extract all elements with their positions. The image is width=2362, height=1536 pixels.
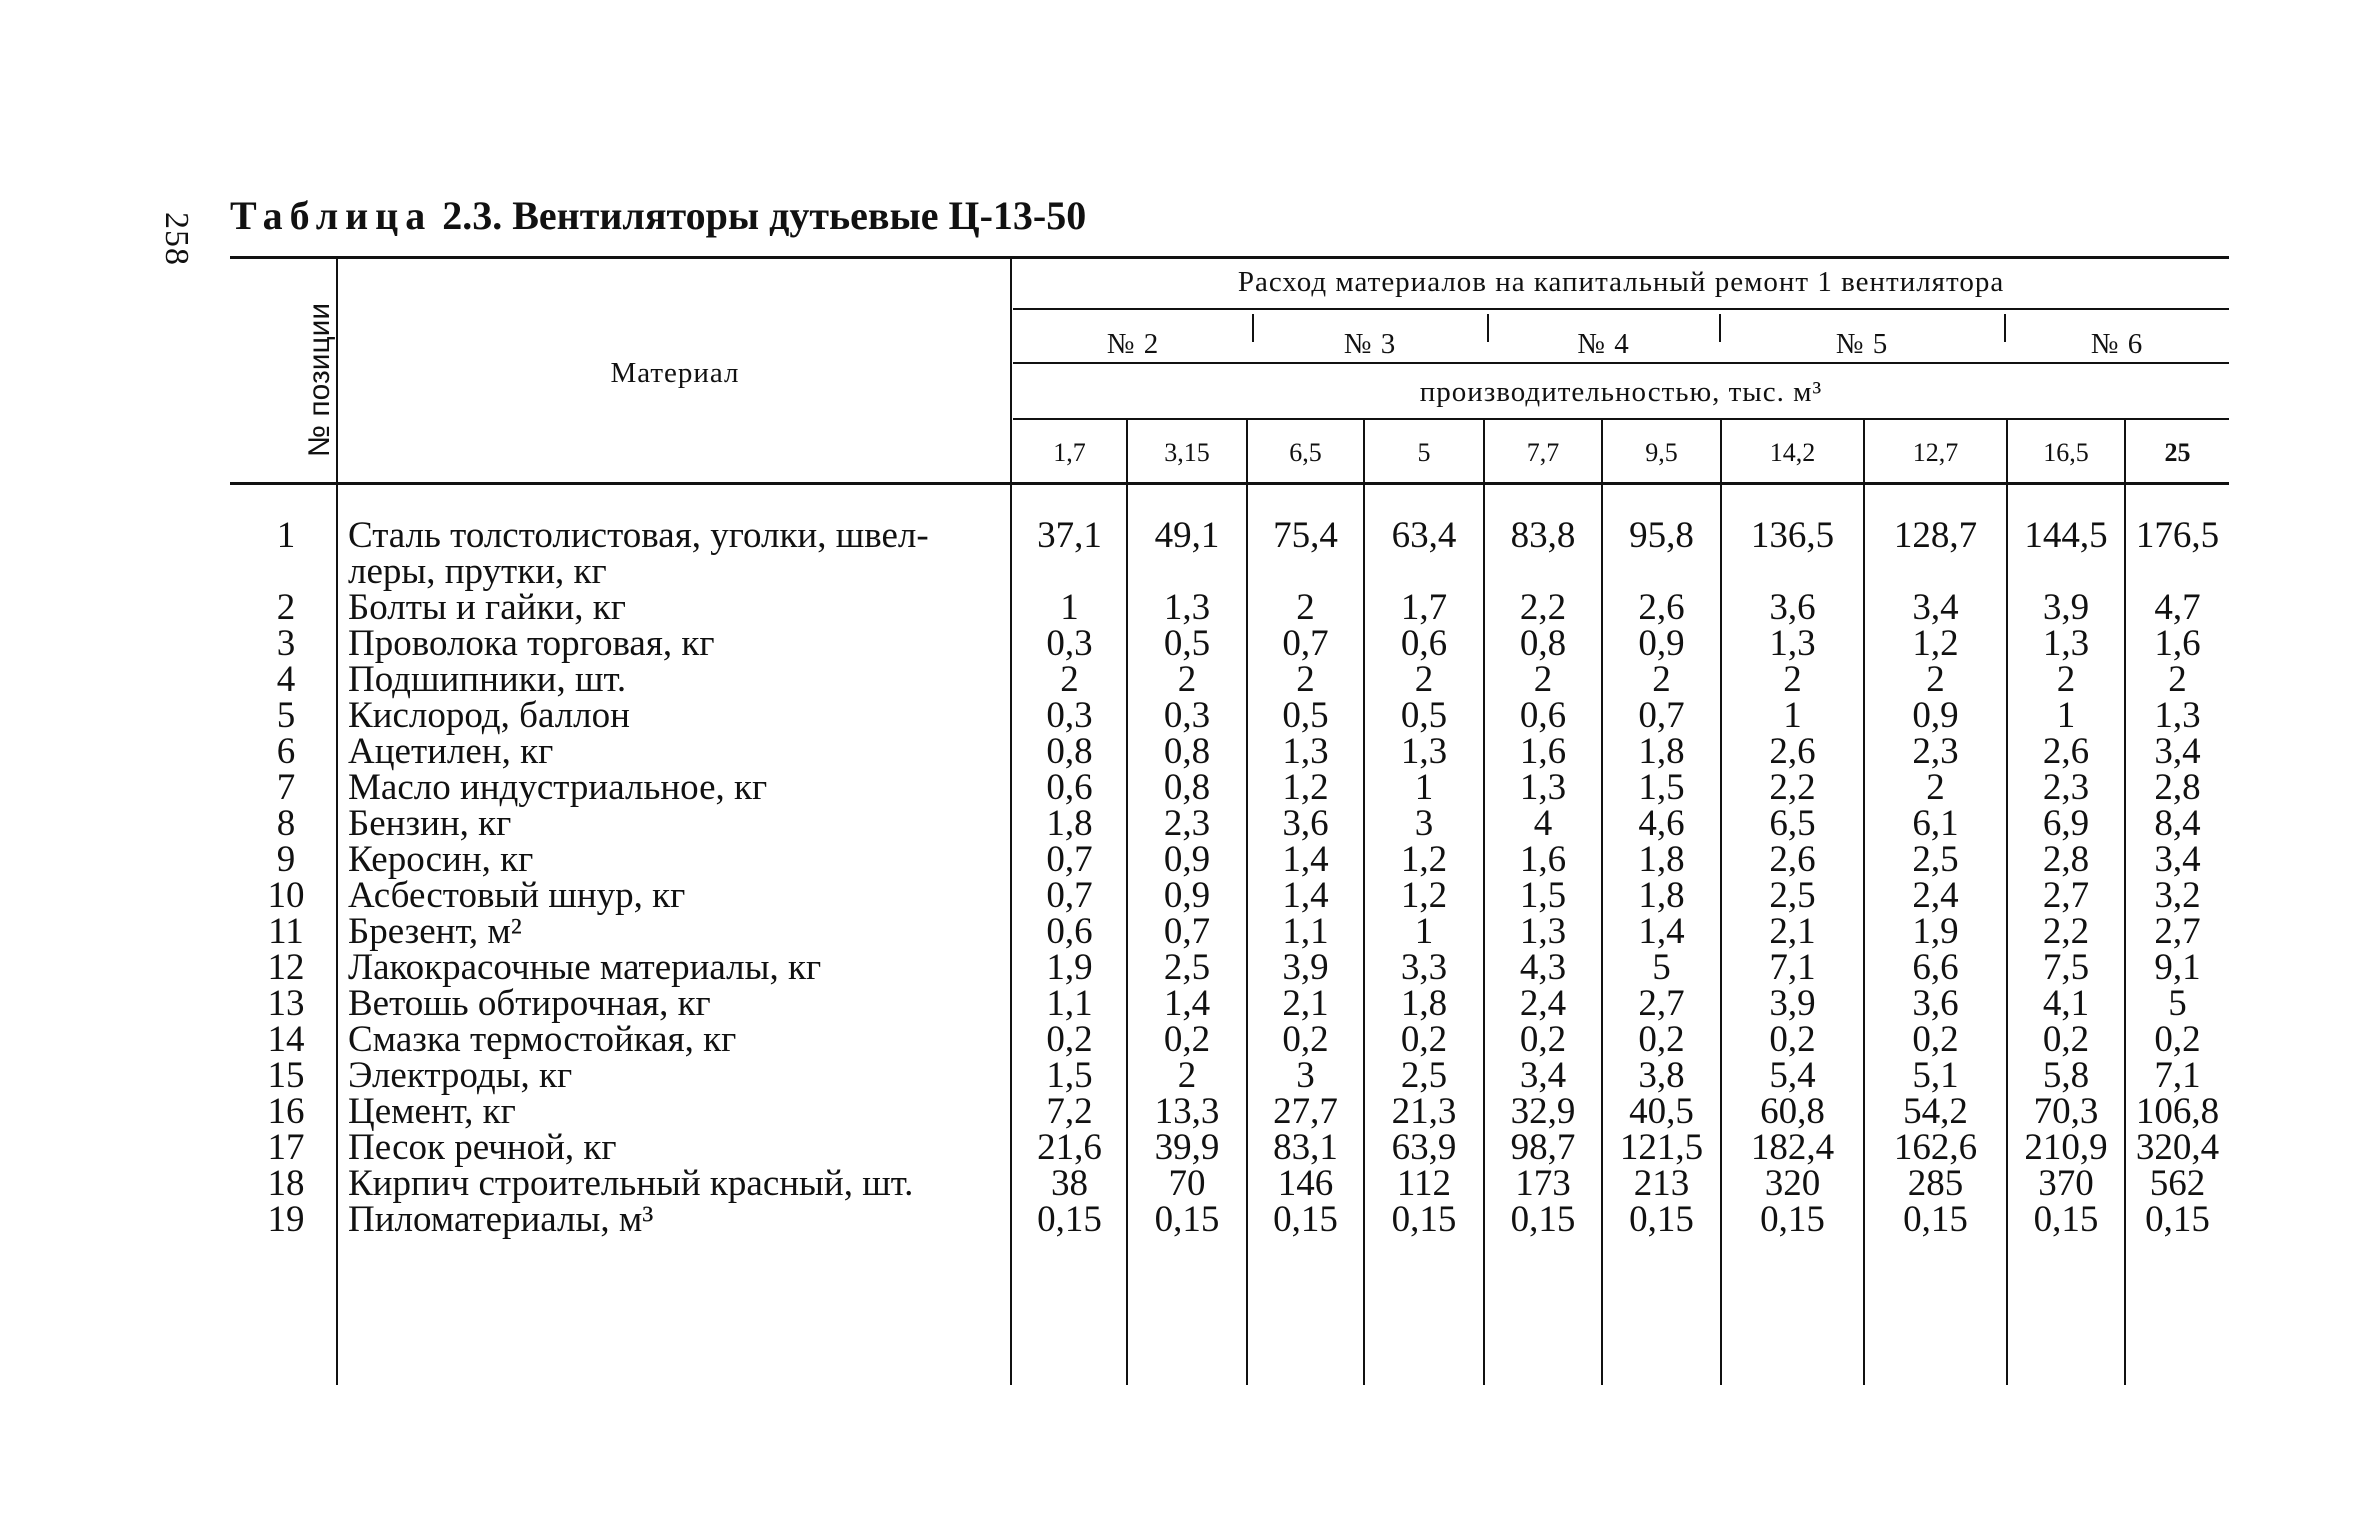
value-cell: 83,1	[1273, 1127, 1338, 1168]
capacity-header: производительностью, тыс. м³	[1419, 376, 1823, 408]
value-cell: 2,6	[1638, 587, 1685, 628]
table-title	[230, 192, 1086, 240]
value-cell: 2	[1783, 659, 1802, 700]
value-cell: 320,4	[2135, 1127, 2220, 1168]
material-name: Ветошь обтирочная, кг	[348, 983, 711, 1024]
value-cell: 0,15	[1903, 1199, 1968, 1240]
value-cell: 1,5	[1638, 767, 1685, 808]
row-number: 15	[267, 1055, 305, 1096]
value-cell: 5	[1652, 947, 1671, 988]
value-cell: 2	[1652, 659, 1671, 700]
value-cell: 8,4	[2154, 803, 2201, 844]
material-name: Кислород, баллон	[348, 695, 630, 736]
value-cell: 2	[1060, 659, 1079, 700]
material-name: леры, прутки, кг	[348, 551, 607, 592]
row-number: 8	[276, 803, 296, 844]
table-title-text: 2.3. Вентиляторы дутьевые Ц-13-50	[442, 193, 1087, 238]
material-name: Цемент, кг	[348, 1091, 516, 1132]
value-cell: 2,3	[1912, 731, 1959, 772]
row-number: 5	[276, 695, 296, 736]
value-cell: 121,5	[1619, 1127, 1704, 1168]
value-cell: 40,5	[1629, 1091, 1694, 1132]
value-cell: 70,3	[2033, 1091, 2099, 1132]
capacity-value: 12,7	[1912, 438, 1959, 467]
row-number: 1	[276, 515, 296, 556]
value-cell: 1,3	[1519, 911, 1567, 952]
material-name: Асбестовый шнур, кг	[348, 875, 686, 916]
value-cell: 1,8	[1638, 875, 1685, 916]
capacity-value: 5	[1417, 438, 1431, 467]
value-cell: 1,2	[1282, 767, 1329, 808]
value-cell: 0,2	[2042, 1019, 2090, 1060]
value-cell: 0,8	[1163, 767, 1211, 808]
value-cell: 6,6	[1912, 947, 1959, 988]
row-number: 3	[276, 623, 296, 664]
value-cell: 2,1	[1769, 911, 1816, 952]
row-number: 7	[276, 767, 296, 808]
value-cell: 2	[2168, 659, 2187, 700]
row-number: 18	[267, 1163, 305, 1204]
capacity-value: 9,5	[1645, 438, 1678, 467]
value-cell: 2,6	[2042, 731, 2090, 772]
capacity-rule	[1013, 418, 2229, 420]
value-cell: 0,2	[1638, 1019, 1685, 1060]
value-cell: 3,2	[2154, 875, 2201, 916]
value-cell: 2	[1296, 587, 1315, 628]
value-cell: 0,15	[2145, 1199, 2210, 1240]
value-cell: 1	[1060, 587, 1079, 628]
material-name: Брезент, м²	[348, 911, 522, 952]
value-cell: 0,9	[1638, 623, 1685, 664]
value-cell: 1,8	[1046, 803, 1093, 844]
value-cell: 2,7	[2042, 875, 2090, 916]
fan-header-3: № 3	[1343, 328, 1397, 360]
value-cell: 7,2	[1046, 1091, 1093, 1132]
value-cell: 54,2	[1903, 1091, 1968, 1132]
capacity-value: 3,15	[1164, 438, 1210, 467]
material-name: Электроды, кг	[348, 1055, 573, 1096]
value-cell: 2	[1414, 659, 1434, 700]
value-cell: 3	[1296, 1055, 1315, 1096]
value-cell: 2	[1296, 659, 1315, 700]
material-column-header: Материал	[610, 357, 740, 389]
value-cell: 3,4	[2154, 731, 2201, 772]
value-cell: 182,4	[1750, 1127, 1835, 1168]
value-cell: 0,9	[1163, 875, 1211, 916]
capacity-value: 16,5	[2043, 438, 2089, 467]
value-cell: 0,15	[2033, 1199, 2099, 1240]
value-cell: 2,6	[1769, 731, 1816, 772]
value-cell: 1,1	[1282, 911, 1329, 952]
value-cell: 0,2	[1519, 1019, 1567, 1060]
value-cell: 1,8	[1638, 731, 1685, 772]
value-cell: 60,8	[1760, 1091, 1825, 1132]
value-cell: 7,1	[1769, 947, 1816, 988]
value-cell: 1,4	[1163, 983, 1211, 1024]
header-bottom-rule	[230, 482, 2229, 485]
value-cell: 9,1	[2154, 947, 2201, 988]
material-name: Керосин, кг	[348, 839, 534, 880]
row-number: 19	[267, 1199, 305, 1240]
value-cell: 1,3	[1282, 731, 1329, 772]
row-number: 9	[276, 839, 296, 880]
value-cell: 144,5	[2024, 515, 2108, 556]
value-cell: 5	[2168, 983, 2187, 1024]
fan-group-rule	[1013, 308, 2229, 310]
value-cell: 2	[1926, 659, 1945, 700]
value-cell: 2	[2056, 659, 2076, 700]
value-cell: 2	[1926, 767, 1945, 808]
value-cell: 2,4	[1519, 983, 1567, 1024]
value-cell: 0,6	[1519, 695, 1567, 736]
value-cell: 1,4	[1282, 875, 1329, 916]
row-number: 12	[267, 947, 305, 988]
value-cell: 0,7	[1046, 875, 1093, 916]
value-cell: 0,5	[1282, 695, 1329, 736]
value-cell: 49,1	[1154, 515, 1220, 556]
capacity-value: 6,5	[1289, 438, 1322, 467]
value-cell: 1,6	[2154, 623, 2201, 664]
fan-header-2: № 2	[1106, 328, 1160, 360]
value-cell: 0,2	[1769, 1019, 1816, 1060]
value-cell: 562	[2149, 1163, 2206, 1204]
value-cell: 2,5	[1163, 947, 1211, 988]
value-cell: 2,3	[2042, 767, 2090, 808]
material-name: Проволока торговая, кг	[348, 623, 715, 664]
value-cell: 2,5	[1912, 839, 1959, 880]
capacity-value: 1,7	[1053, 438, 1086, 467]
value-cell: 0,15	[1629, 1199, 1694, 1240]
value-cell: 1,8	[1400, 983, 1448, 1024]
value-cell: 21,3	[1391, 1091, 1457, 1132]
value-cell: 1,3	[1400, 731, 1448, 772]
value-cell: 63,4	[1391, 515, 1457, 556]
value-cell: 4,6	[1638, 803, 1685, 844]
value-cell: 0,3	[1163, 695, 1211, 736]
value-cell: 4,7	[2154, 587, 2201, 628]
value-cell: 1,9	[1046, 947, 1093, 988]
value-cell: 38	[1051, 1163, 1088, 1204]
value-cell: 6,1	[1912, 803, 1959, 844]
value-cell: 146	[1277, 1163, 1334, 1204]
material-name: Бензин, кг	[348, 803, 512, 844]
value-cell: 2,7	[1638, 983, 1685, 1024]
consumption-header: Расход материалов на капитальный ремонт 1 вентилятора	[1237, 266, 2005, 298]
value-cell: 136,5	[1750, 515, 1835, 556]
value-cell: 5,1	[1912, 1055, 1959, 1096]
value-cell: 2,8	[2154, 767, 2201, 808]
value-cell: 213	[1633, 1163, 1690, 1204]
table-title-lead: Таблица	[230, 193, 433, 238]
value-cell: 1	[1414, 911, 1434, 952]
value-cell: 0,7	[1163, 911, 1211, 952]
value-cell: 70	[1168, 1163, 1206, 1204]
value-cell: 3,6	[1912, 983, 1959, 1024]
value-cell: 4	[1533, 803, 1553, 844]
fan-number-rule	[1013, 362, 2229, 364]
value-cell: 39,9	[1154, 1127, 1220, 1168]
value-cell: 320	[1764, 1163, 1821, 1204]
value-cell: 2,5	[1769, 875, 1816, 916]
value-cell: 1,4	[1638, 911, 1685, 952]
value-cell: 2,3	[1163, 803, 1211, 844]
value-cell: 3,4	[1912, 587, 1959, 628]
material-name: Сталь толстолистовая, уголки, швел-	[348, 515, 929, 556]
value-cell: 1,3	[2042, 623, 2090, 664]
value-cell: 112	[1396, 1163, 1452, 1204]
value-cell: 2	[1177, 1055, 1197, 1096]
material-column-rule	[1010, 258, 1012, 1385]
row-number: 14	[267, 1019, 305, 1060]
value-cell: 0,2	[1912, 1019, 1959, 1060]
material-name: Пиломатериалы, м³	[348, 1199, 654, 1240]
value-cell: 1,8	[1638, 839, 1685, 880]
material-name: Песок речной, кг	[348, 1127, 617, 1168]
value-cell: 3,4	[1519, 1055, 1567, 1096]
material-name: Лакокрасочные материалы, кг	[348, 947, 822, 988]
value-cell: 2,5	[1400, 1055, 1448, 1096]
value-cell: 2,2	[1519, 587, 1567, 628]
value-cell: 6,5	[1769, 803, 1816, 844]
value-cell: 162,6	[1893, 1127, 1978, 1168]
value-cell: 1,1	[1046, 983, 1093, 1024]
value-cell: 7,1	[2154, 1055, 2201, 1096]
value-cell: 95,8	[1629, 515, 1694, 556]
value-cell: 0,7	[1638, 695, 1685, 736]
value-cell: 32,9	[1510, 1091, 1576, 1132]
row-number: 17	[267, 1127, 305, 1168]
row-number: 16	[267, 1091, 305, 1132]
value-cell: 106,8	[2135, 1091, 2220, 1132]
row-number: 10	[267, 875, 305, 916]
value-cell: 1,2	[1912, 623, 1959, 664]
page-number: 258	[158, 212, 195, 266]
value-cell: 1,2	[1400, 839, 1448, 880]
value-cell: 3,3	[1400, 947, 1448, 988]
value-cell: 210,9	[2024, 1127, 2108, 1168]
value-cell: 4,1	[2042, 983, 2090, 1024]
value-cell: 2,2	[1769, 767, 1816, 808]
value-cell: 1	[1783, 695, 1802, 736]
value-cell: 98,7	[1510, 1127, 1576, 1168]
value-cell: 5,8	[2042, 1055, 2090, 1096]
value-cell: 0,6	[1046, 767, 1093, 808]
value-cell: 0,8	[1163, 731, 1211, 772]
material-name: Смазка термостойкая, кг	[348, 1019, 737, 1060]
capacity-value: 14,2	[1769, 438, 1816, 467]
material-name: Ацетилен, кг	[348, 731, 554, 772]
material-name: Масло индустриальное, кг	[348, 767, 768, 808]
value-cell: 1,4	[1282, 839, 1329, 880]
value-cell: 0,15	[1760, 1199, 1825, 1240]
value-cell: 0,3	[1046, 695, 1093, 736]
fan-header-5: № 5	[1835, 328, 1889, 360]
value-cell: 0,8	[1519, 623, 1567, 664]
value-cell: 3,6	[1282, 803, 1329, 844]
value-cell: 5,4	[1769, 1055, 1816, 1096]
value-cell: 0,7	[1046, 839, 1093, 880]
value-cell: 173	[1515, 1163, 1571, 1204]
value-cell: 0,2	[1282, 1019, 1329, 1060]
value-cell: 370	[2038, 1163, 2094, 1204]
value-cell: 1,2	[1400, 875, 1448, 916]
value-cell: 37,1	[1037, 515, 1102, 556]
value-cell: 75,4	[1273, 515, 1338, 556]
row-number: 13	[267, 983, 305, 1024]
value-cell: 0,2	[1046, 1019, 1093, 1060]
value-cell: 1,3	[1519, 767, 1567, 808]
value-cell: 0,5	[1163, 623, 1211, 664]
value-cell: 3,6	[1769, 587, 1816, 628]
value-cell: 1	[2056, 695, 2076, 736]
material-name: Подшипники, шт.	[348, 659, 627, 700]
capacity-value: 7,7	[1526, 438, 1560, 467]
value-cell: 0,15	[1154, 1199, 1220, 1240]
value-cell: 0,2	[2154, 1019, 2201, 1060]
value-cell: 3,9	[1769, 983, 1816, 1024]
value-cell: 3,4	[2154, 839, 2201, 880]
value-cell: 1,5	[1519, 875, 1567, 916]
material-name: Кирпич строительный красный, шт.	[348, 1163, 914, 1204]
row-number: 11	[268, 911, 304, 952]
fan-header-4: № 4	[1577, 328, 1630, 360]
value-cell: 2	[1533, 659, 1553, 700]
value-cell: 0,15	[1391, 1199, 1457, 1240]
value-cell: 3,9	[1282, 947, 1329, 988]
value-cell: 3,8	[1638, 1055, 1685, 1096]
value-cell: 0,15	[1273, 1199, 1338, 1240]
value-cell: 1,3	[1769, 623, 1816, 664]
value-cell: 3,9	[2042, 587, 2090, 628]
value-cell: 0,6	[1046, 911, 1093, 952]
capacity-value: 25	[2164, 438, 2191, 467]
value-cell: 13,3	[1154, 1091, 1220, 1132]
row-number: 6	[276, 731, 296, 772]
value-cell: 1,6	[1519, 839, 1567, 880]
value-cell: 0,2	[1163, 1019, 1211, 1060]
value-cell: 21,6	[1037, 1127, 1102, 1168]
value-cell: 0,9	[1912, 695, 1959, 736]
value-cell: 1,7	[1400, 587, 1448, 628]
value-cell: 7,5	[2042, 947, 2090, 988]
value-cell: 0,9	[1163, 839, 1211, 880]
value-cell: 1,5	[1046, 1055, 1093, 1096]
value-cell: 176,5	[2135, 515, 2220, 556]
value-cell: 0,15	[1510, 1199, 1576, 1240]
value-cell: 83,8	[1510, 515, 1576, 556]
value-cell: 2,7	[2154, 911, 2201, 952]
value-cell: 3	[1414, 803, 1434, 844]
value-cell: 1	[1414, 767, 1434, 808]
value-cell: 1,3	[1163, 587, 1211, 628]
material-name: Болты и гайки, кг	[348, 587, 626, 628]
value-cell: 2,1	[1282, 983, 1329, 1024]
table-top-rule	[230, 256, 2229, 259]
value-cell: 0,7	[1282, 623, 1329, 664]
value-cell: 1,6	[1519, 731, 1567, 772]
position-column-header: № позиции	[303, 302, 336, 458]
value-cell: 0,3	[1046, 623, 1093, 664]
value-cell: 6,9	[2042, 803, 2090, 844]
value-cell: 2,8	[2042, 839, 2090, 880]
value-cell: 285	[1907, 1163, 1964, 1204]
value-cell: 4,3	[1519, 947, 1567, 988]
value-cell: 1,3	[2154, 695, 2201, 736]
value-cell: 0,15	[1037, 1199, 1102, 1240]
value-cell: 1,9	[1912, 911, 1959, 952]
value-cell: 0,5	[1400, 695, 1448, 736]
value-cell: 27,7	[1273, 1091, 1338, 1132]
row-number: 2	[276, 587, 296, 628]
row-number: 4	[276, 659, 296, 700]
value-cell: 0,6	[1400, 623, 1448, 664]
fan-header-6: № 6	[2090, 328, 2144, 360]
value-cell: 2	[1177, 659, 1197, 700]
value-cell: 128,7	[1893, 515, 1978, 556]
value-cell: 2,2	[2042, 911, 2090, 952]
value-cell: 63,9	[1391, 1127, 1457, 1168]
value-cell: 2,4	[1912, 875, 1959, 916]
value-cell: 0,8	[1046, 731, 1093, 772]
value-cell: 0,2	[1400, 1019, 1448, 1060]
value-cell: 2,6	[1769, 839, 1816, 880]
